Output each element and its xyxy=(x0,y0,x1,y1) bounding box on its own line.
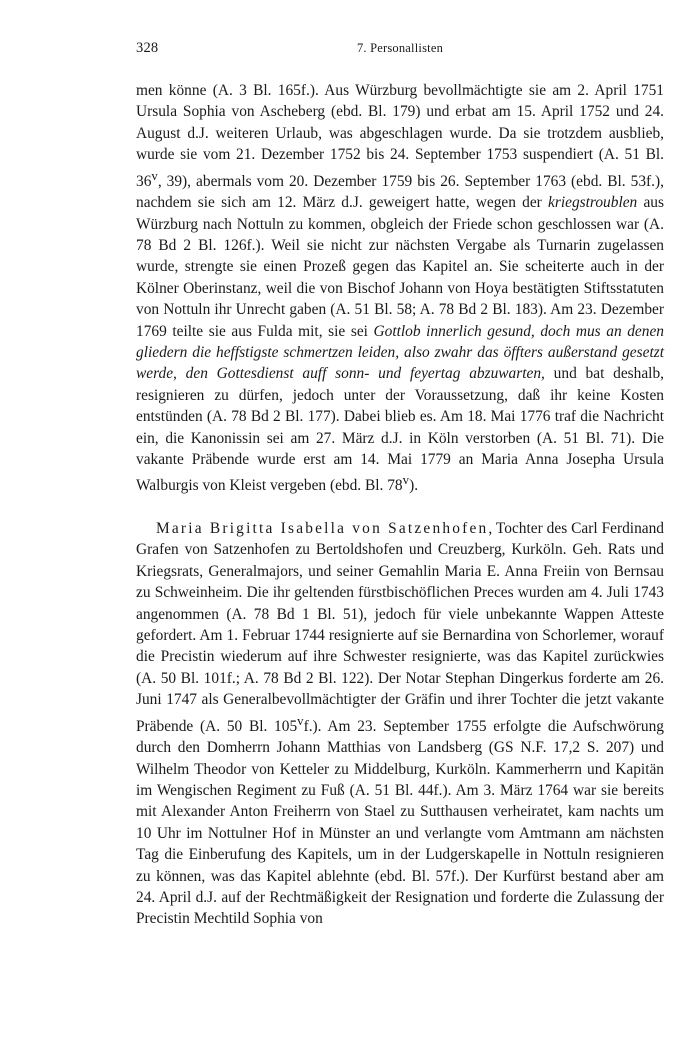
text-run: f.). Am 23. September 1755 erfolgte die Aufschwörung durch den Domherrn Johann Matthias von Landsberg (GS N.F. 17,2 S. 207) und Wilhelm Theodor von Ketteler zu Middelburg, Kurköln. Kammerherrn und Kapitän im Wengischen Regiment zu Fuß (A. 51 Bl. 44f.). Am 3. März 1764 war sie bereits mit Alexander Anton Freiherrn von Stael zu Sutthausen verheiratet, kam nachts um 10 Uhr im Nottulner Hof in Münster an und verlangte vom Amtmann am nächsten Tag die Einberufung des Kapitels, um in der Ludgerskapelle in Nottuln resignieren zu können, was das Kapitel ablehnte (ebd. Bl. 57f.). Der Kurfürst bestand aber am 24. April d.J. auf der Rechtmäßigkeit der Resignation und forderte die Zulassung der Precistin Mechtild Sophia von xyxy=(136,717,665,928)
text-run: , Tochter des Carl Ferdinand Grafen von Satzenhofen zu Bertoldshofen und Creuzberg, Kurköln. Geh. Rats und Kriegsrats, Generalmajors, und seiner Gemahlin Maria E. Anna Freiin von Bernsau zu Schweinheim. Die ihr geltenden fürstbischöflichen Preces wurden am 4. Juli 1743 angenommen (A. 78 Bd 1 Bl. 51), jedoch für viele unbekannte Wappen Atteste gefordert. Am 1. Februar 1744 resignierte auf sie Bernardina von Schorlemer, worauf die Precistin wiederum auf ihre Schwester resignierte, was das Kapitel zurückwies (A. 50 Bl. 101f.; A. 78 Bd 2 Bl. 122). Der Notar Stephan Dingerkus forderte am 26. Juni 1747 als Generalbevollmächtigter der Gräfin und ihrer Tochter die jetzt vakante Präbende (A. 50 Bl. 105 xyxy=(136,519,664,735)
paragraph xyxy=(136,80,664,497)
text-run: , 39), abermals vom 20. Dezember 1759 bis 26. September 1763 (ebd. Bl. 53f.), nachdem sie sich am 12. März d.J. geweigert hatte, wegen der xyxy=(136,172,664,212)
quoted-source-text: kriegstroublen xyxy=(548,194,638,212)
verso-marker: v xyxy=(402,473,410,488)
running-head: 7. Personallisten xyxy=(356,41,444,55)
page-header xyxy=(136,40,664,60)
text-run: men könne (A. 3 Bl. 165f.). Aus Würzburg bevollmächtigte sie am 2. April 1751 Ursula Sophia von Ascheberg (ebd. Bl. 179) und erbat am 15. April 1752 und 24. August d.J. weiteren Urlaub, was abgeschlagen wurde. Da sie trotzdem ausblieb, wurde sie vom 21. Dezember 1752 bis 24. September 1753 suspendiert (A. 51 Bl. 36 xyxy=(136,82,664,190)
person-name-heading: Maria Brigitta Isabella von Satzenhofen xyxy=(156,519,489,537)
body-text xyxy=(136,80,664,930)
verso-marker: v xyxy=(297,713,304,728)
paragraph xyxy=(136,518,664,930)
page-number: 328 xyxy=(136,40,159,56)
quoted-source-text: Gottlob innerlich gesund, doch mus an denen gliedern die heffstigste schmertzen leiden, also zwahr das öffters außerstand gesetzt werde, den Gottesdienst auff sonn- und feyertag abzuwarten, xyxy=(136,322,664,383)
text-run: und bat deshalb, resignieren zu dürfen, jedoch unter der Voraussetzung, daß ihr keine Kosten entstünden (A. 78 Bd 2 Bl. 177). Dabei blieb es. Am 18. Mai 1776 traf die Nachricht ein, die Kanonissin sei am 27. März d.J. in Köln verstorben (A. 51 Bl. 71). Die vakante Präbende wurde erst am 14. Mai 1779 an Maria Anna Josepha Ursula Walburgis von Kleist vergeben (ebd. Bl. 78 xyxy=(136,365,664,495)
text-run: ). xyxy=(409,477,419,495)
text-run: aus Würzburg nach Nottuln zu kommen, obgleich der Friede schon geschlossen war (A. 78 Bd 2 Bl. 126f.). Weil sie nicht zur nächsten Vergabe als Turnarin zugelassen wurde, strengte sie einen Prozeß gegen das Kapitel an. Sie scheiterte auch in der Kölner Oberinstanz, weil die von Bischof Johann von Hoya bestätigten Stiftsstatuten von Nottuln ihr Unrecht gaben (A. 51 Bl. 58; A. 78 Bd 2 Bl. 183). Am 23. Dezember 1769 teilte sie aus Fulda mit, sie sei xyxy=(136,194,664,340)
verso-marker: v xyxy=(151,168,158,183)
